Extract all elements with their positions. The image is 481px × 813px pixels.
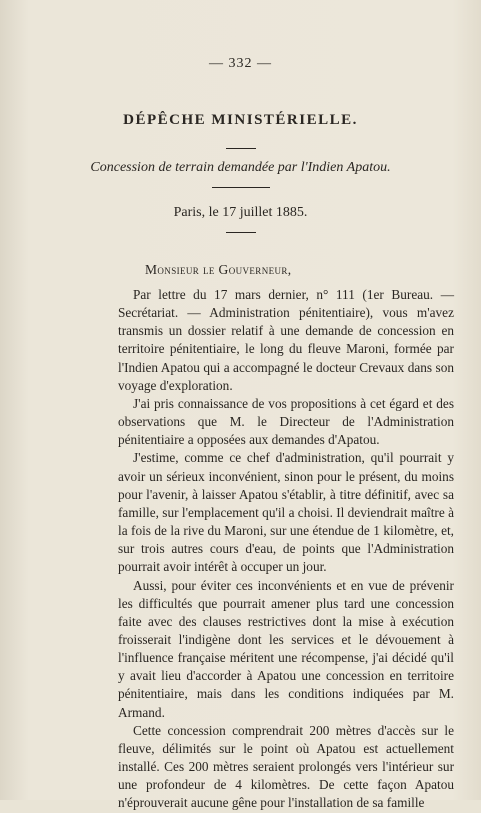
dateline: Paris, le 17 juillet 1885. <box>173 205 308 220</box>
paragraph-3: J'estime, comme ce chef d'administration, qu'il pourrait y avoir un sérieux inconvénient, sinon pour le présent, du moins pour l'avenir, à laisser Apatou s'établir, à titre définitif, avec sa famille, sur l'emplacement qu'il a choisi. Il deviendrait maître à la fois de la rive du Maroni, sur une étendue de 1 kilomètre, et, sur trois autres cours d'eau, de points que l'Administration pourrait avoir intérêt à occuper un jour. <box>118 450 454 575</box>
document-subtitle: Concession de terrain demandée par l'Indien Apatou. <box>90 160 391 175</box>
dateline-divider <box>226 232 256 233</box>
salutation: Monsieur le Gouverneur, <box>145 262 292 277</box>
document-title: DÉPÊCHE MINISTÉRIELLE. <box>123 112 358 128</box>
page-number: — 332 — <box>209 56 272 71</box>
title-divider <box>226 148 256 149</box>
paragraph-4: Aussi, pour éviter ces inconvénients et en vue de prévenir les difficultés que pourrait amener plus tard une concession faite avec des clauses restrictives dont la mise à exécution froisserait l'indigène dont les services et le dévouement à l'influence française méritent une récompense, j'ai décidé qu'il y avait lieu d'accorder à Apatou une concession en territoire pénitentiaire, mais dans les conditions indiquées par M. Armand. <box>118 577 454 720</box>
paragraph-5: Cette concession comprendrait 200 mètres d'accès sur le fleuve, délimités sur le point où Apatou est actuellement installé. Ces 200 mètres seraient prolongés vers l'intérieur sur une profondeur de 4 kilomètres. De cette façon Apatou n'éprouverait aucune gêne pour l'installation de sa famille <box>118 722 454 811</box>
paragraph-1: Par lettre du 17 mars dernier, n° 111 (1er Bureau. — Secrétariat. — Administration pénitentiaire), vous m'avez transmis un dossier relatif à une demande de concession en territoire pénitentiaire, le long du fleuve Maroni, formée par l'Indien Apatou qui a accompagné le docteur Crevaux dans son voyage d'exploration. <box>118 287 454 393</box>
letter-body <box>118 286 454 813</box>
subtitle-divider <box>212 187 270 188</box>
paragraph-2: J'ai pris connaissance de vos propositions à cet égard et des observations que M. le Directeur de l'Administration pénitentiaire a opposées aux demandes d'Apatou. <box>118 395 454 448</box>
